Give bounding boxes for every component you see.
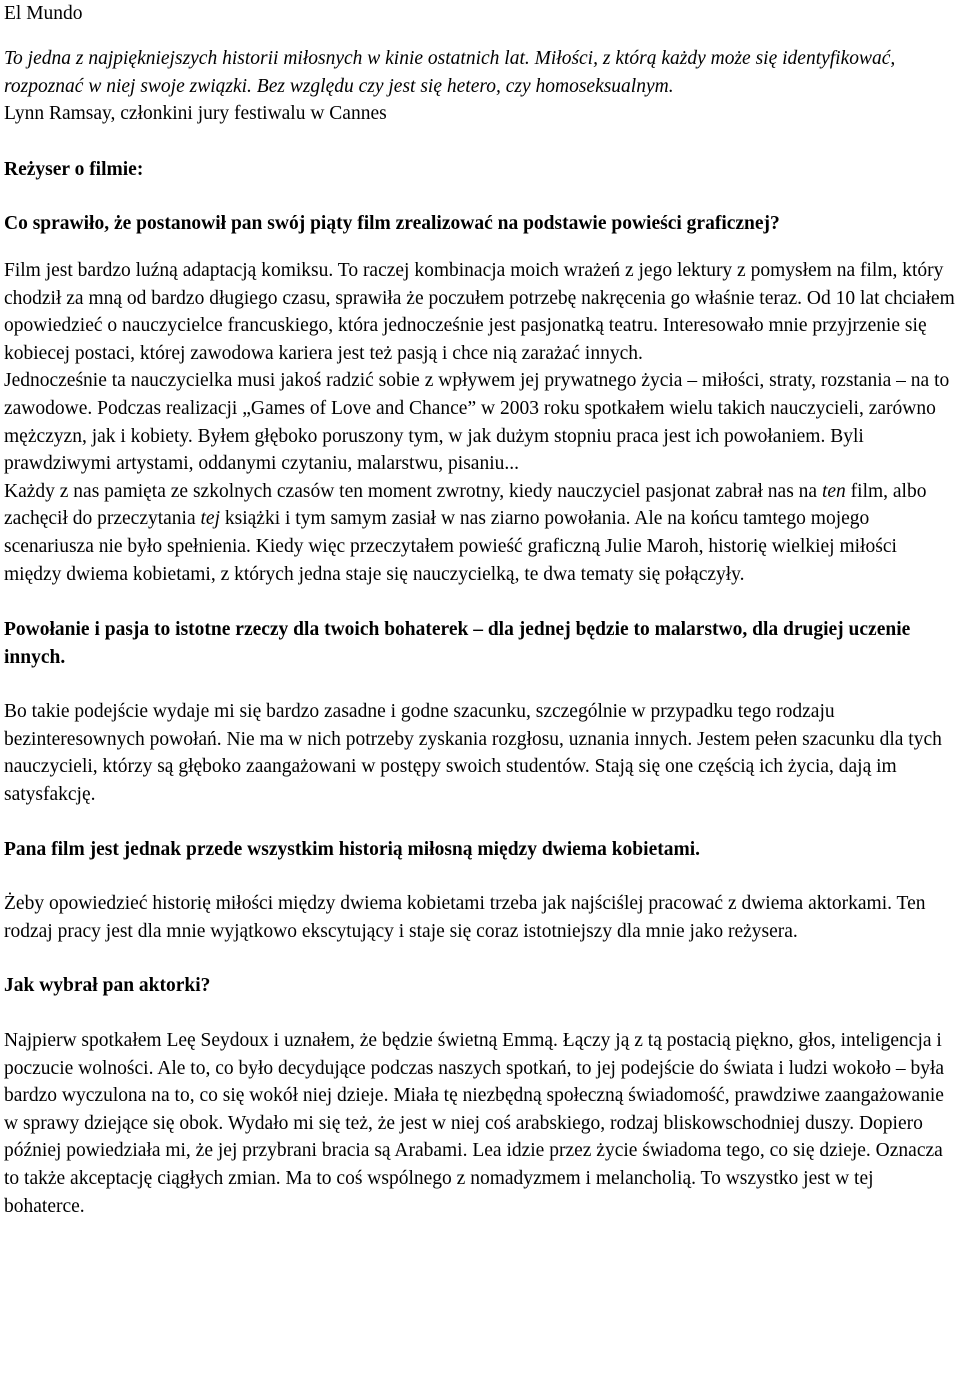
answer-1-paragraph-1: Film jest bardzo luźną adaptacją komiksu. To raczej kombinacja moich wrażeń z jego lektury z pomysłem na film, który chodził za mną od bardzo długiego czasu, sprawiła że poczułem potrzebę nakręcenia go właśnie teraz. Od 10 lat chciałem opowiedzieć o nauczycielce francuskiego, która jednocześnie jest pasjonatką teatru. Interesowało mnie przyjrzenie się kobiecej postaci, której zawodowa kariera jest też pasją i chce nią zarażać innych.	[4, 259, 955, 364]
question-4: Jak wybrał pan aktorki?	[4, 975, 211, 997]
question-1: Co sprawiło, że postanowił pan swój piąty film zrealizować na podstawie powieści graficznej?	[4, 213, 780, 235]
answer-2-paragraph-1: Bo takie podejście wydaje mi się bardzo zasadne i godne szacunku, szczególnie w przypadku tego rodzaju bezinteresownych powołań. Nie ma w nich potrzeby zyskania rozgłosu, uznania innych. Jestem pełen szacunku dla tych nauczycieli, którzy są głęboko zaangażowani w postępy swoich studentów. Stają się one częścią ich życia, dają im satysfakcję.	[4, 701, 942, 806]
answer-1-paragraph-3-part-3: książki i tym samym zasiał w nas ziarno powołania. Ale na końcu tamtego mojego scenariusza nie było spełnienia. Kiedy więc przeczytałem powieść graficzną Julie Maroh, historię wielkiej miłości między dwiema kobietami, z których jedna staje się nauczycielką, te dwa tematy się połączyły.	[4, 508, 897, 585]
answer-3-paragraph-1: Żeby opowiedzieć historię miłości między dwiema kobietami trzeba jak najściślej pracować z dwiema aktorkami. Ten rodzaj pracy jest dla mnie wyjątkowo ekscytujący i staje się coraz istotniejszy dla mnie jako reżysera.	[4, 893, 926, 942]
question-2: Powołanie i pasja to istotne rzeczy dla twoich bohaterek – dla jednej będzie to malarstwo, dla drugiej uczenie innych.	[4, 619, 911, 668]
source-name: El Mundo	[4, 3, 83, 24]
answer-1-paragraph-3	[4, 478, 956, 588]
answer-1-paragraph-2: Jednocześnie ta nauczycielka musi jakoś radzić sobie z wpływem jej prywatnego życia – miłości, straty, rozstania – na to zawodowe. Podczas realizacji „Games of Love and Chance” w 2003 roku spotkałem wielu takich nauczycieli, zarówno mężczyzn, jak i kobiety. Byłem głęboko poruszony tym, w jak dużym stopniu praca jest ich powołaniem. Byli prawdziwymi artystami, oddanymi czytaniu, malarstwu, pisaniu...	[4, 370, 950, 475]
answer-4	[4, 1027, 956, 1220]
answer-4-paragraph-1: Najpierw spotkałem Leę Seydoux i uznałem, że będzie świetną Emmą. Łączy ją z tą postacią piękno, głos, inteligencja i poczucie wolności. Ale to, co było decydujące podczas naszych spotkań, to jej podejście do świata i ludzi wokoło – była bardzo wyczulona na to, co się wokół niej dzieje. Miała tę niezbędną społeczną świadomość, prawdziwe zaangażowanie w sprawy dziejące się obok. Wydało mi się też, że jest w niej coś arabskiego, rodzaj bliskowschodniej duszy. Dopiero później powiedziała mi, że jej przybrani bracia są Arabami. Lea idzie przez życie świadoma tego, co się dzieje. Oznacza to także akceptację ciągłych zmian. Ma to coś wspólnego z nomadyzmem i melancholią. To wszystko jest w tej bohaterce.	[4, 1030, 945, 1217]
question-3: Pana film jest jednak przede wszystkim historią miłosną między dwiema kobietami.	[4, 838, 701, 860]
answer-1	[4, 257, 956, 588]
emphasis-tej: tej	[200, 508, 220, 530]
intro-attribution: Lynn Ramsay, członkini jury festiwalu w Cannes	[4, 103, 387, 125]
answer-1-paragraph-3-part-2: film, albo zachęcił do przeczytania	[4, 480, 927, 530]
answer-1-paragraph-3-part-1: Każdy z nas pamięta ze szkolnych czasów ten moment zwrotny, kiedy nauczyciel pasjonat zabrał nas na	[4, 480, 822, 502]
answer-3	[4, 890, 956, 945]
director-label: Reżyser o filmie:	[4, 158, 144, 180]
answer-2	[4, 698, 956, 808]
intro-quote: To jedna z najpiękniejszych historii miłosnych w kinie ostatnich lat. Miłości, z którą każdy może się identyfikować, rozpoznać w niej swoje związki. Bez względu czy jest się hetero, czy homoseksualnym.	[4, 48, 896, 97]
emphasis-ten: ten	[821, 480, 846, 502]
